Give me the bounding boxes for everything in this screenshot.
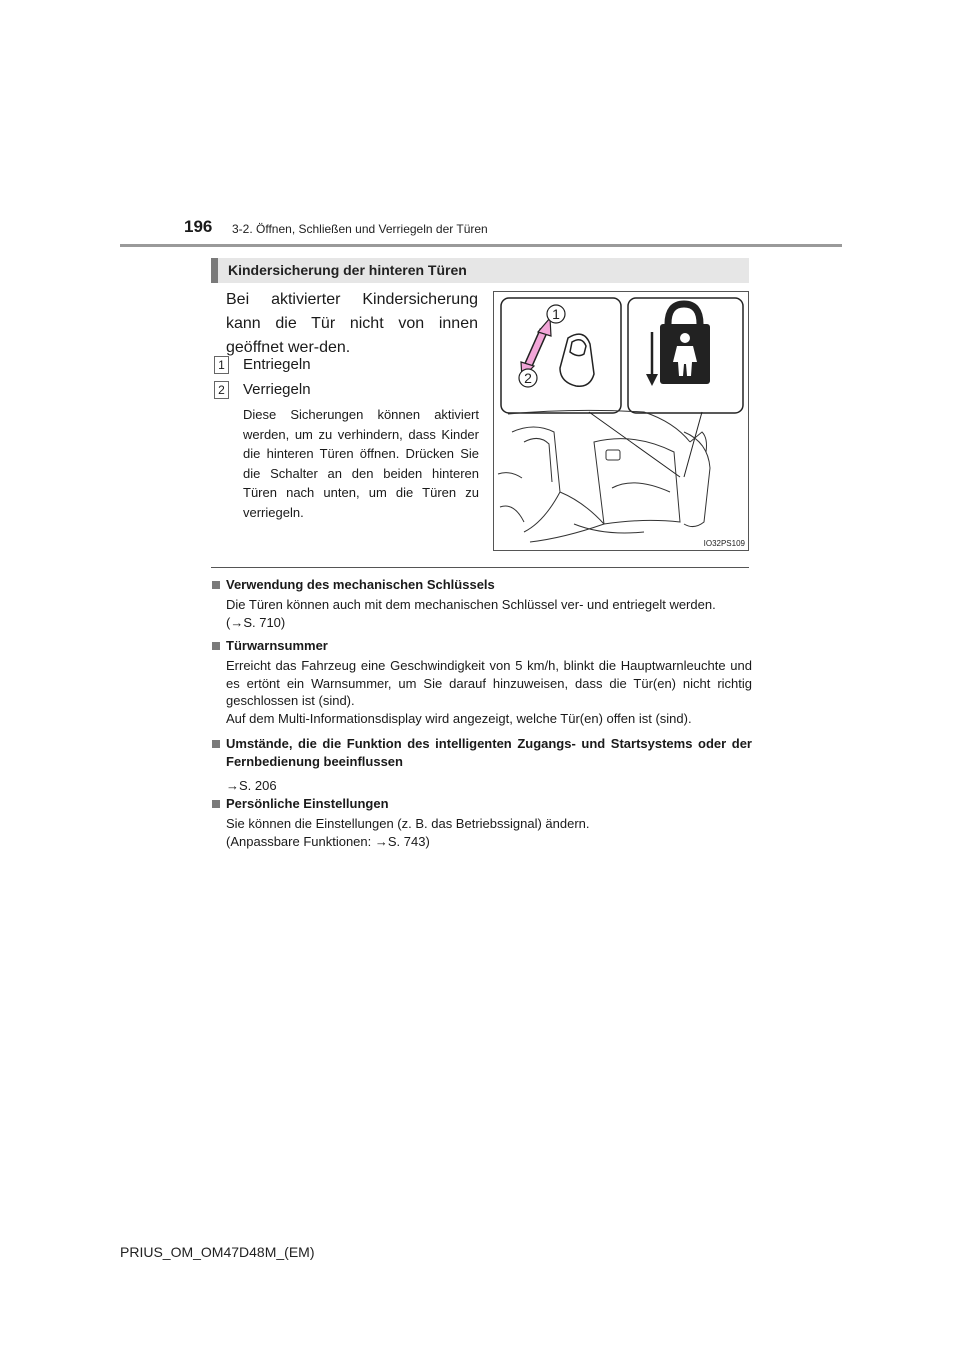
topic-smart-entry-conditions	[212, 735, 752, 795]
figure-code: IO32PS109	[703, 539, 745, 548]
header-rule	[120, 244, 842, 247]
topic-body-line: Sie können die Einstellungen (z. B. das Betriebssignal) ändern.	[226, 816, 590, 831]
topic-body-line: Die Türen können auch mit dem mechanischen Schlüssel ver- und entriegelt werden.	[226, 597, 716, 612]
topic-mechanical-key	[212, 576, 752, 631]
square-bullet-icon	[212, 800, 220, 808]
callout-label: Entriegeln	[243, 356, 311, 373]
callout-number: 1	[214, 356, 229, 374]
child-lock-figure	[493, 291, 749, 551]
topic-title: Türwarnsummer	[226, 638, 328, 653]
section-title: Kindersicherung der hinteren Türen	[211, 258, 749, 283]
square-bullet-icon	[212, 642, 220, 650]
door-illustration	[494, 292, 750, 552]
callout-unlock	[214, 355, 311, 375]
page-number: 196	[184, 217, 213, 236]
label-2-text: 2	[524, 370, 532, 386]
note-paragraph: Diese Sicherungen können aktiviert werden, um zu verhindern, dass Kinder die hinteren Türen öffnen. Drücken Sie die Schalter an den beiden hinteren Türen nach unten, um die Türen zu verriegeln.	[243, 407, 479, 520]
topic-personal-settings	[212, 795, 752, 850]
topic-title: Persönliche Einstellungen	[226, 796, 389, 811]
square-bullet-icon	[212, 740, 220, 748]
callout-number: 2	[214, 381, 229, 399]
label-1-text: 1	[552, 306, 560, 322]
footer-doc-id: PRIUS_OM_OM47D48M_(EM)	[120, 1244, 315, 1260]
intro-paragraph: Bei aktivierter Kindersicherung kann die Tür nicht von innen geöffnet wer-den.	[226, 291, 478, 356]
square-bullet-icon	[212, 581, 220, 589]
topic-door-buzzer	[212, 637, 752, 727]
topic-body-line: (Anpassbare Funktionen: →S. 743)	[226, 833, 430, 849]
running-head: 3-2. Öffnen, Schließen und Verriegeln der Türen	[232, 222, 488, 236]
topic-title: Verwendung des mechanischen Schlüssels	[226, 577, 495, 592]
topic-body-line: Erreicht das Fahrzeug eine Geschwindigkeit von 5 km/h, blinkt die Hauptwarnleuchte und es ertönt ein Warnsummer, um Sie darauf hinzuweisen, dass die Tür(en) nicht richtig geschlossen ist (sind).	[226, 658, 752, 708]
topic-body-line: →S. 206	[226, 778, 277, 793]
topic-body-line: Auf dem Multi-Informationsdisplay wird angezeigt, welche Tür(en) offen ist (sind).	[226, 710, 692, 726]
topic-body-line: (→S. 710)	[226, 614, 286, 630]
section-divider	[211, 567, 749, 568]
leader-line	[684, 412, 702, 477]
callout-lock	[214, 380, 311, 400]
topic-title: Umstände, die die Funktion des intelligenten Zugangs- und Startsystems oder der Fernbedienung beeinflussen	[226, 736, 752, 769]
callout-label: Verriegeln	[243, 381, 311, 398]
